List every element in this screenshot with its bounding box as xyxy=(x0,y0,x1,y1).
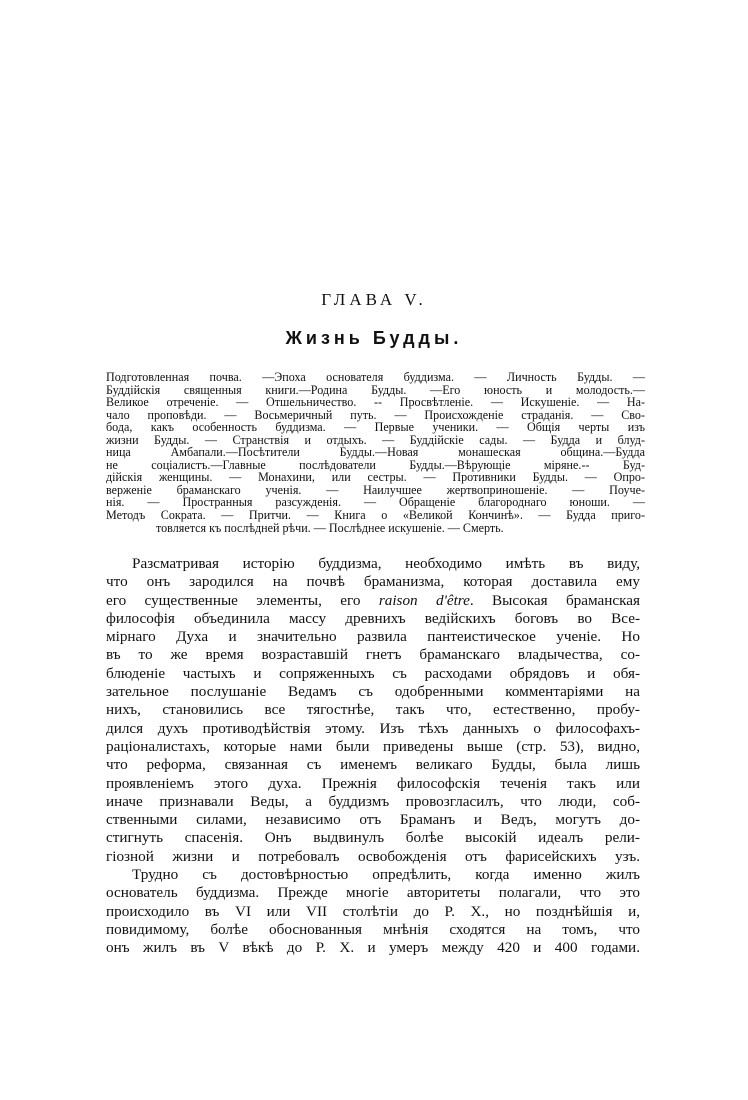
paragraph-line: раціоналистахъ, которые нами были приведены выше (стр. 53), видно, xyxy=(106,737,640,755)
chapter-title: Жизнь Будды. xyxy=(285,328,463,348)
summary-line: Методъ Сократа. — Притчи. — Книга о «Великой Кончинѣ». — Будда приго- xyxy=(106,508,645,523)
summary-line: товляется къ послѣдней рѣчи. — Послѣднее искушеніе. — Смерть. xyxy=(156,520,504,535)
summary-line: нія. — Пространныя разсужденія. — Обращеніе благороднаго юноши. — xyxy=(106,495,645,510)
paragraph-line: блюденіе частыхъ и сопряженныхъ съ расходами обрядовъ и обя- xyxy=(106,664,640,682)
summary-line: дійскія женщины. — Монахини, или сестры. — Противники Будды. — Опро- xyxy=(106,470,645,485)
paragraph-line: ственными силами, независимо отъ Браманъ и Ведъ, могутъ до- xyxy=(106,811,640,829)
paragraph-line: зательное послушаніе Ведамъ съ одобренными комментаріями на xyxy=(106,683,640,701)
paragraph-line xyxy=(106,592,640,610)
summary-line: верженіе браманскаго ученія. — Наилучшее жертвоприношеніе. — Поуче- xyxy=(106,482,645,497)
paragraph-line: дился духъ противодѣйствія этому. Изъ тѣхъ данныхъ о философахъ- xyxy=(106,719,640,737)
summary-line: не соціалистъ.—Главные послѣдователи Будды.—Вѣрующіе міряне.-- Буд- xyxy=(106,457,645,472)
summary-line: жизни Будды. — Странствія и отдыхъ. — Буддійскіе сады. — Будда и блуд- xyxy=(106,432,645,447)
paragraph-line: философія объединила массу древнихъ ведійскихъ боговъ во Все- xyxy=(106,609,640,627)
paragraph-line: гіозной жизни и потребовалъ освобожденія отъ фарисейскихъ узъ. xyxy=(106,847,640,865)
body-text xyxy=(106,555,640,958)
summary-line: чало проповѣди. — Восьмеричный путь. — Происхожденіе страданія. — Сво- xyxy=(106,407,645,422)
summary-line: ница Амбапали.—Посѣтители Будды.—Новая монашеская община.—Будда xyxy=(106,445,645,460)
paragraph-line: что реформа, связанная съ именемъ великаго Будды, была лишь xyxy=(106,756,640,774)
text-span: его существенные элементы, его xyxy=(106,591,379,609)
italic-phrase: raison d'être xyxy=(378,591,470,609)
summary-line: Подготовленная почва. —Эпоха основателя буддизма. — Личность Будды. — xyxy=(106,370,645,384)
paragraph-line: стигнуть спасенія. Онъ выдвинулъ болѣе высокій идеалъ рели- xyxy=(106,829,640,847)
paragraph-line: онъ жилъ въ V вѣкѣ до Р. Х. и умеръ между 420 и 400 годами. xyxy=(106,939,640,957)
chapter-summary xyxy=(106,371,645,534)
paragraph-line: Разсматривая исторію буддизма, необходимо имѣть въ виду, xyxy=(132,555,640,572)
text-span: . Высокая браманская xyxy=(469,591,641,609)
paragraph-line: что онъ зародился на почвѣ браманизма, которая доставила ему xyxy=(106,573,640,591)
paragraph-line: основатель буддизма. Прежде многіе авторитеты полагали, что это xyxy=(106,884,640,902)
paragraph-line: нихъ, становились все тягостнѣе, такъ что, естественно, пробу- xyxy=(106,701,640,719)
paragraph-line: проявленіемъ этого духа. Прежнія философскія теченія такъ или xyxy=(106,774,640,792)
paragraph-line: Трудно съ достовѣрностью опредѣлить, когда именно жилъ xyxy=(132,866,640,884)
summary-line: Буддійскія священныя книги.—Родина Будды. —Его юность и молодость.— xyxy=(106,382,645,397)
paragraph-line: въ то же время возраставшій гнетъ браманскаго владычества, со- xyxy=(106,646,640,664)
paragraph-line: мірнаго Духа и значительно развила пантеистическое ученіе. Но xyxy=(106,628,640,646)
summary-line: Великое отреченіе. — Отшельничество. -- Просвѣтленіе. — Искушеніе. — На- xyxy=(106,395,645,410)
paragraph-line: иначе признавали Веды, а буддизмъ провозгласилъ, что люди, соб- xyxy=(106,792,640,810)
paragraph-line: происходило въ VI или VII столѣтіи до Р. Х., но позднѣйшія и, xyxy=(106,902,640,920)
summary-line: бода, какъ особенность буддизма. — Первые ученики. — Общія черты изъ xyxy=(106,420,645,435)
chapter-number: ГЛАВА V. xyxy=(321,290,427,309)
paragraph-line: повидимому, болѣе обоснованныя мнѣнія сходятся на томъ, что xyxy=(106,920,640,938)
